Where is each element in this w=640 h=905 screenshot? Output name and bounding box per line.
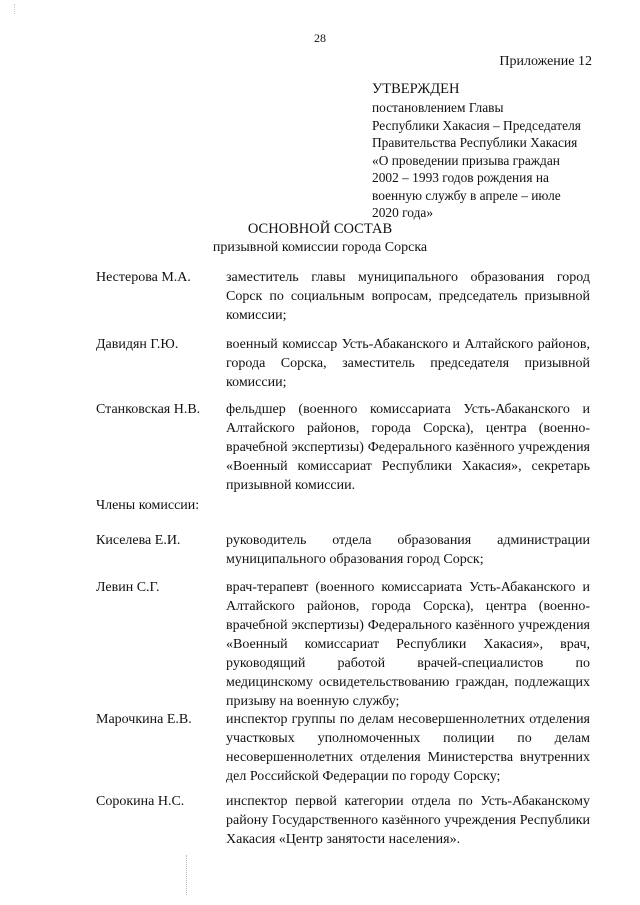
scan-artifact bbox=[14, 4, 21, 14]
member-name: Давидян Г.Ю. bbox=[96, 337, 179, 352]
member-role: заместитель главы муниципального образования город Сорск по социальным вопросам, председатель призывной комиссии; bbox=[226, 270, 590, 323]
page-number: 28 bbox=[314, 31, 326, 45]
member-entry bbox=[96, 792, 590, 849]
approval-line: постановлением Главы bbox=[372, 100, 504, 115]
member-role: инспектор группы по делам несовершеннолетних отделения участковых уполномоченных полиции по делам несовершеннолетних отделения Министерства внутренних дел Российской Федерации по городу Сорску; bbox=[226, 712, 590, 784]
member-entry bbox=[96, 268, 590, 325]
member-role: руководитель отдела образования администрации муниципального образования город Сорск; bbox=[226, 533, 590, 567]
member-entry bbox=[96, 710, 590, 786]
member-role: фельдшер (военного комиссариата Усть-Абаканского и Алтайского районов, города Сорска), центра (военно-врачебной экспертизы) Федерального казённого учреждения «Военный комиссариат Республики Хакасия», секретарь призывной комиссии. bbox=[226, 402, 590, 493]
approval-line: 2020 года» bbox=[372, 205, 434, 220]
approval-line: 2002 – 1993 годов рождения на bbox=[372, 170, 549, 185]
appendix-label: Приложение 12 bbox=[499, 54, 592, 69]
approval-line: «О проведении призыва граждан bbox=[372, 152, 560, 168]
member-name: Сорокина Н.С. bbox=[96, 794, 185, 809]
member-name: Марочкина Е.В. bbox=[96, 712, 192, 727]
approval-block bbox=[372, 80, 602, 222]
member-name: Левин С.Г. bbox=[96, 580, 160, 595]
member-role: военный комиссар Усть-Абаканского и Алтайского районов, города Сорска, заместитель председателя призывной комиссии; bbox=[226, 337, 590, 390]
member-entry bbox=[96, 578, 590, 711]
member-entry bbox=[96, 335, 590, 392]
member-entry bbox=[96, 400, 590, 495]
scan-artifact bbox=[186, 855, 188, 895]
document-title: ОСНОВНОЙ СОСТАВ bbox=[247, 221, 393, 237]
member-name: Нестерова М.А. bbox=[96, 270, 191, 285]
approval-title: УТВЕРЖДЕН bbox=[372, 81, 460, 97]
document-subtitle: призывной комиссии города Сорска bbox=[212, 240, 428, 255]
member-role: инспектор первой категории отдела по Усть-Абаканскому району Государственного казённого учреждения Республики Хакасия «Центр занятости населения». bbox=[226, 794, 590, 847]
member-role: врач-терапевт (военного комиссариата Усть-Абаканского и Алтайского районов, города Сорска), центра (военно-врачебной экспертизы) Федерального казённого учреждения «Военный комиссариат Республики Хакасия», врач, руководящий работой врачей-специалистов по медицинскому освидетельствованию граждан, подлежащих призыву на военную службу; bbox=[226, 580, 590, 709]
member-name: Киселева Е.И. bbox=[96, 533, 181, 548]
member-entry bbox=[96, 531, 590, 569]
approval-line: Республики Хакасия – Председателя bbox=[372, 117, 581, 133]
members-heading: Члены комиссии: bbox=[96, 498, 200, 513]
approval-line: Правительства Республики Хакасия bbox=[372, 135, 578, 150]
document-heading bbox=[0, 220, 640, 257]
member-name: Станковская Н.В. bbox=[96, 402, 201, 417]
approval-line: военную службу в апреле – июле bbox=[372, 187, 561, 203]
